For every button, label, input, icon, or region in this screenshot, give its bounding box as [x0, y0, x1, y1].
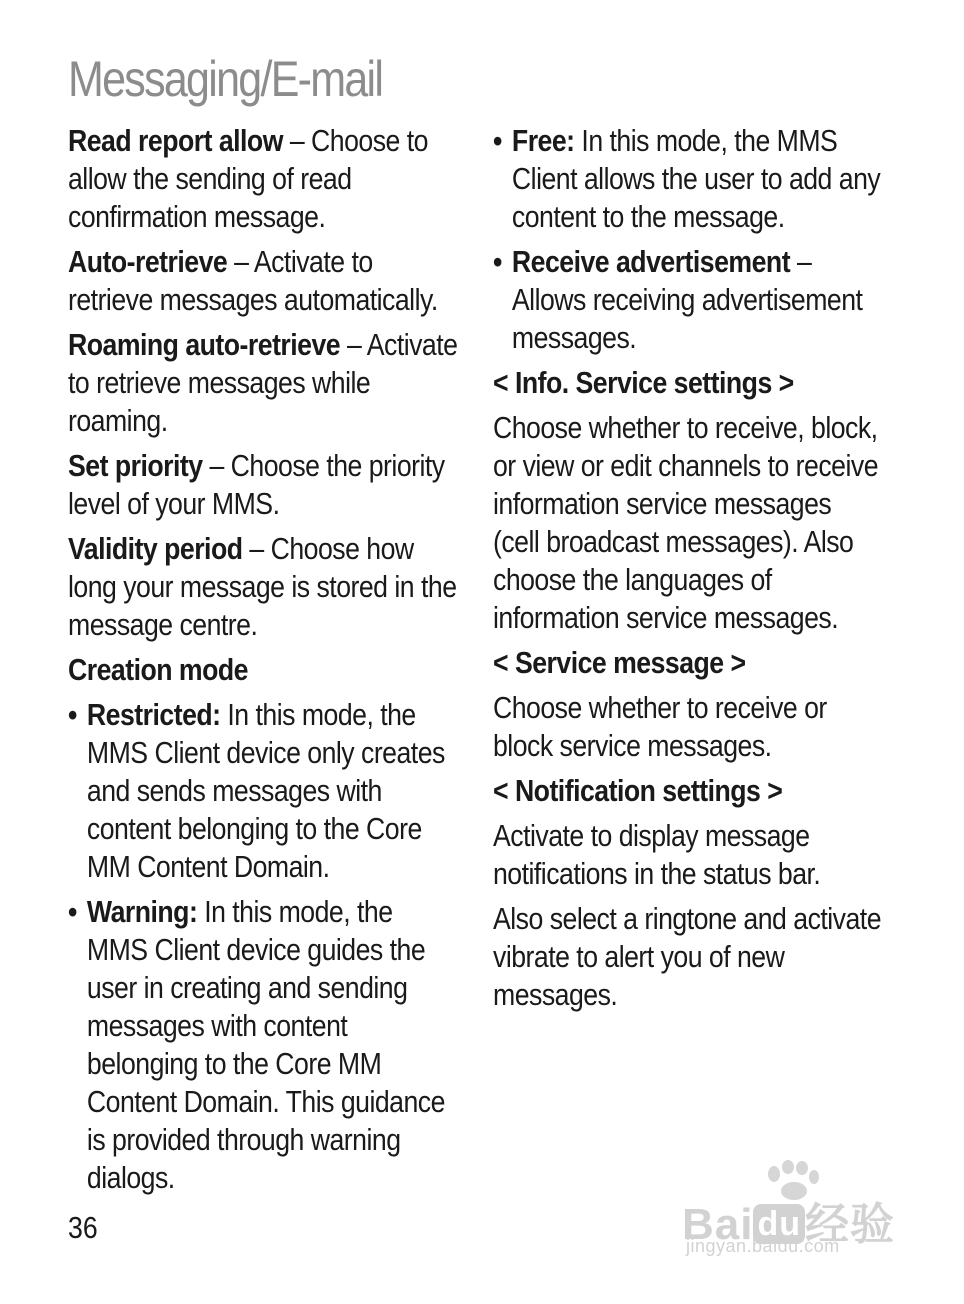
notification-settings-heading: < Notification settings > — [493, 773, 783, 808]
set-priority-item — [68, 447, 459, 523]
receive-advertisement-term: Receive advertisement — [511, 244, 791, 279]
restricted-bullet-item — [68, 696, 459, 886]
info-service-settings-text: Choose whether to receive, block, or view or edit channels to receive information service messages (cell broadcast messages). Also choose the languages of information service messages. — [493, 410, 879, 635]
bullet-dot: • — [68, 894, 77, 929]
set-priority-term: Set priority — [68, 448, 203, 483]
creation-mode-heading: Creation mode — [68, 652, 248, 687]
right-column — [493, 122, 885, 1021]
page-number: 36 — [68, 1210, 98, 1245]
auto-retrieve-desc: – Activate to retrieve messages automatically. — [68, 244, 438, 317]
auto-retrieve-item — [68, 243, 459, 319]
warning-desc: In this mode, the MMS Client device guides the user in creating and sending messages with content belonging to the Core MM Content Domain. This guidance is provided through warning dialogs. — [86, 894, 445, 1195]
warning-bullet-item — [68, 893, 459, 1197]
free-desc: In this mode, the MMS Client allows the user to add any content to the message. — [511, 123, 881, 234]
read-report-allow-item — [68, 122, 459, 236]
receive-advertisement-bullet-item — [493, 243, 884, 357]
bullet-dot: • — [68, 697, 77, 732]
receive-advertisement-desc: – Allows receiving advertisement messages. — [511, 244, 863, 355]
roaming-auto-retrieve-item — [68, 326, 459, 440]
baidu-jingyan-watermark — [682, 1160, 912, 1270]
left-column — [68, 122, 460, 1204]
roaming-auto-retrieve-term: Roaming auto-retrieve — [68, 327, 341, 362]
validity-period-item — [68, 530, 459, 644]
roaming-auto-retrieve-desc: – Activate to retrieve messages while roaming. — [68, 327, 458, 438]
watermark-url: jingyan.baidu.com — [686, 1236, 840, 1256]
notification-settings-text: Activate to display message notifications in the status bar. — [493, 818, 821, 891]
baidu-logo-text: Bai du经验 — [682, 1200, 896, 1249]
page-title: Messaging/E-mail — [68, 51, 383, 107]
validity-period-term: Validity period — [68, 531, 243, 566]
read-report-allow-term: Read report allow — [68, 123, 283, 158]
restricted-desc: In this mode, the MMS Client device only creates and sends messages with content belonging to the Core MM Content Domain. — [86, 697, 445, 884]
service-message-text: Choose whether to receive or block service messages. — [493, 690, 827, 763]
set-priority-desc: – Choose the priority level of your MMS. — [68, 448, 445, 521]
service-message-heading: < Service message > — [493, 645, 746, 680]
info-service-settings-heading: < Info. Service settings > — [493, 365, 794, 400]
free-bullet-item — [493, 122, 884, 236]
auto-retrieve-term: Auto-retrieve — [68, 244, 228, 279]
validity-period-desc: – Choose how long your message is stored in the message centre. — [68, 531, 457, 642]
warning-term: Warning: — [86, 894, 198, 929]
bullet-dot: • — [493, 123, 502, 158]
restricted-term: Restricted: — [86, 697, 221, 732]
bullet-dot: • — [493, 244, 502, 279]
notification-ringtone-text: Also select a ringtone and activate vibrate to alert you of new messages. — [493, 901, 882, 1012]
read-report-allow-desc: – Choose to allow the sending of read confirmation message. — [68, 123, 428, 234]
free-term: Free: — [511, 123, 575, 158]
